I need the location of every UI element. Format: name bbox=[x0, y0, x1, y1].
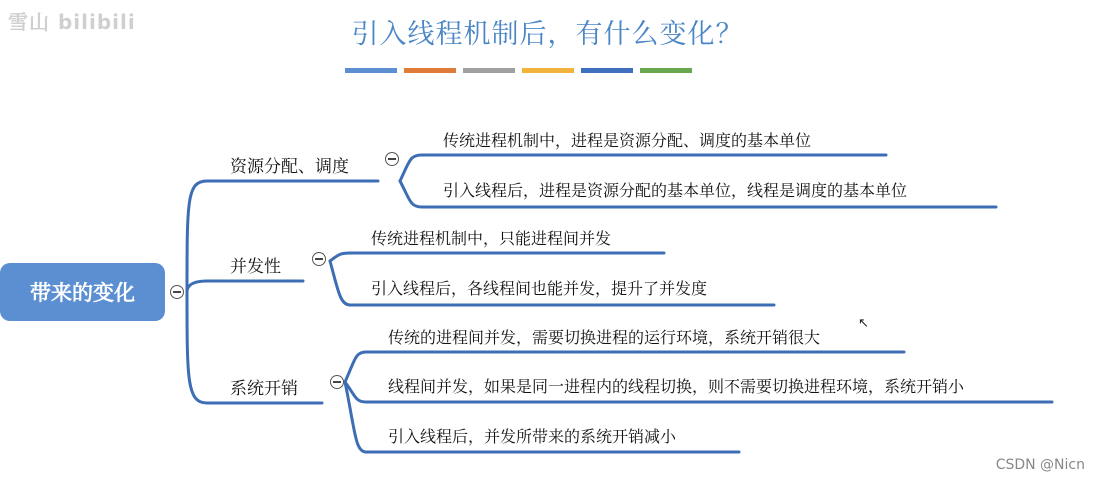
collapse-icon[interactable] bbox=[330, 375, 344, 389]
root-node[interactable]: 带来的变化 bbox=[0, 263, 165, 321]
leaf-node[interactable]: 引入线程后，各线程间也能并发，提升了并发度 bbox=[371, 279, 708, 298]
leaf-node[interactable]: 传统的进程间并发，需要切换进程的运行环境，系统开销很大 bbox=[388, 328, 821, 347]
connector-b1-leaf-2 bbox=[400, 181, 422, 207]
collapse-icon[interactable] bbox=[312, 252, 326, 266]
connector-b1-leaf-1 bbox=[400, 155, 422, 181]
connector-b3-leaf-3 bbox=[345, 382, 366, 452]
collapse-icon[interactable] bbox=[170, 285, 184, 299]
connector-b2-leaf-1 bbox=[330, 253, 350, 261]
branch-node-concurrency[interactable]: 并发性 bbox=[230, 257, 281, 277]
connector-root-branch-1 bbox=[187, 181, 207, 292]
leaf-node[interactable]: 引入线程后，并发所带来的系统开销减小 bbox=[388, 427, 677, 446]
leaf-node[interactable]: 传统进程机制中，只能进程间并发 bbox=[371, 229, 612, 248]
leaf-node[interactable]: 引入线程后，进程是资源分配的基本单位，线程是调度的基本单位 bbox=[443, 181, 908, 200]
mouse-cursor-icon: ↖ bbox=[858, 316, 869, 331]
connector-b3-leaf-1 bbox=[345, 352, 366, 382]
leaf-node[interactable]: 线程间并发，如果是同一进程内的线程切换，则不需要切换进程环境，系统开销小 bbox=[388, 377, 965, 396]
branch-node-overhead[interactable]: 系统开销 bbox=[230, 379, 298, 399]
csdn-watermark: CSDN @Nicn bbox=[995, 457, 1085, 473]
page-title: 引入线程机制后，有什么变化？ bbox=[351, 19, 744, 50]
connector-b2-leaf-2 bbox=[330, 261, 350, 305]
connector-root-branch-3 bbox=[187, 292, 207, 403]
connector-root-branch-2 bbox=[187, 281, 207, 292]
branch-node-resource[interactable]: 资源分配、调度 bbox=[230, 157, 349, 177]
bilibili-watermark: 雪山 bilibili bbox=[8, 10, 136, 34]
collapse-icon[interactable] bbox=[385, 152, 399, 166]
leaf-node[interactable]: 传统进程机制中，进程是资源分配、调度的基本单位 bbox=[443, 131, 812, 150]
